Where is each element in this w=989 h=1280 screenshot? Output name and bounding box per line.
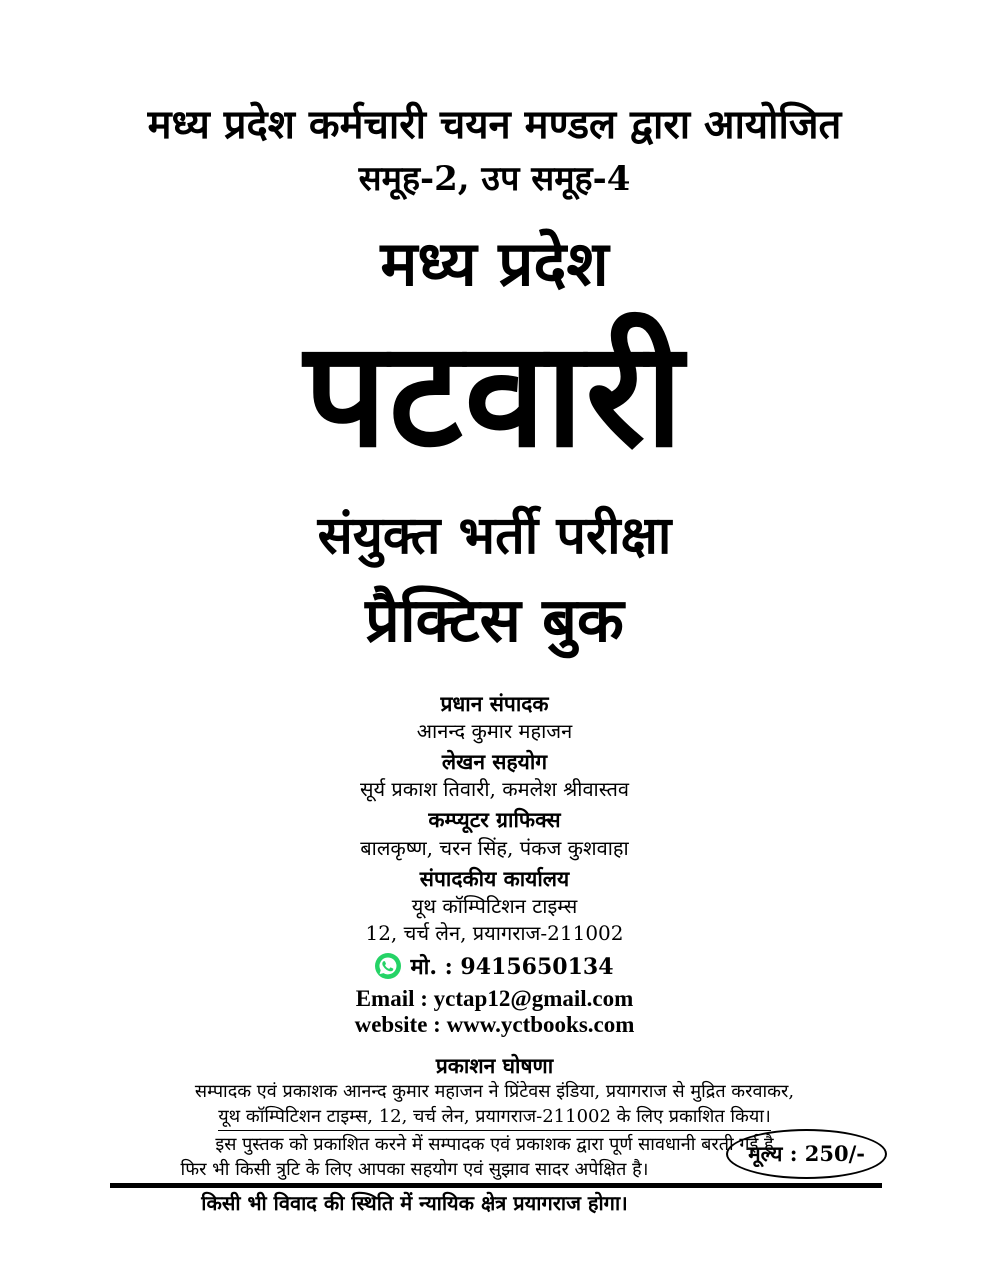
main-title: पटवारी bbox=[303, 309, 686, 481]
credit-heading-chief-editor: प्रधान संपादक bbox=[440, 690, 549, 716]
credit-heading-editorial-office: संपादकीय कार्यालय bbox=[419, 865, 570, 891]
credit-names-editorial-office: यूथ कॉम्पिटिशन टाइम्स bbox=[411, 893, 578, 918]
subtitle-practice-book: प्रैक्टिस बुक bbox=[365, 584, 624, 656]
credits-section bbox=[0, 691, 989, 945]
declaration-line-2 bbox=[0, 1105, 989, 1130]
subtitle-exam: संयुक्त भर्ती परीक्षा bbox=[317, 505, 672, 567]
credit-heading-computer-graphics: कम्प्यूटर ग्राफिक्स bbox=[428, 807, 561, 833]
mobile-row bbox=[0, 951, 989, 981]
group-line: समूह-2, उप समूह-4 bbox=[358, 159, 631, 199]
credit-names-writing-support: सूर्य प्रकाश तिवारी, कमलेश श्रीवास्तव bbox=[359, 777, 630, 802]
whatsapp-icon bbox=[375, 953, 401, 979]
website-line: website : www.yctbooks.com bbox=[354, 1012, 635, 1038]
credit-names-chief-editor: आनन्द कुमार महाजन bbox=[416, 719, 573, 744]
declaration-line-4-text: फिर भी किसी त्रुटि के लिए आपका सहयोग एवं सुझाव सादर अपेक्षित है। bbox=[181, 1158, 649, 1186]
declaration-line-3: इस पुस्तक को प्रकाशित करने में सम्पादक एवं प्रकाशक द्वारा पूर्ण सावधानी बरती गई है bbox=[215, 1133, 774, 1155]
credit-names-computer-graphics: बालकृष्ण, चरन सिंह, पंकज कुशवाहा bbox=[360, 835, 629, 860]
mobile-number: मो. : 9415650134 bbox=[410, 953, 614, 980]
address-line: 12, चर्च लेन, प्रयागराज-211002 bbox=[365, 920, 624, 945]
credit-heading-writing-support: लेखन सहयोग bbox=[441, 749, 548, 775]
declaration-line-1: सम्पादक एवं प्रकाशक आनन्द कुमार महाजन ने प्रिंटेवस इंडिया, प्रयागराज से मुद्रित करवाकर, bbox=[194, 1080, 795, 1102]
organizer-line: मध्य प्रदेश कर्मचारी चयन मण्डल द्वारा आयोजित bbox=[147, 101, 842, 148]
publication-declaration-heading: प्रकाशन घोषणा bbox=[435, 1052, 554, 1078]
bottom-rule bbox=[110, 1183, 882, 1188]
email-line: Email : yctap12@gmail.com bbox=[355, 985, 634, 1011]
state-title: मध्य प्रदेश bbox=[380, 227, 609, 301]
price-badge: मूल्य : 250/- bbox=[726, 1129, 887, 1179]
declaration-line-2-text: यूथ कॉम्पिटिशन टाइम्स, 12, चर्च लेन, प्रयागराज-211002 के लिए प्रकाशित किया। bbox=[218, 1105, 771, 1130]
jurisdiction-line: किसी भी विवाद की स्थिति में न्यायिक क्षेत्र प्रयागराज होगा। bbox=[201, 1191, 628, 1216]
